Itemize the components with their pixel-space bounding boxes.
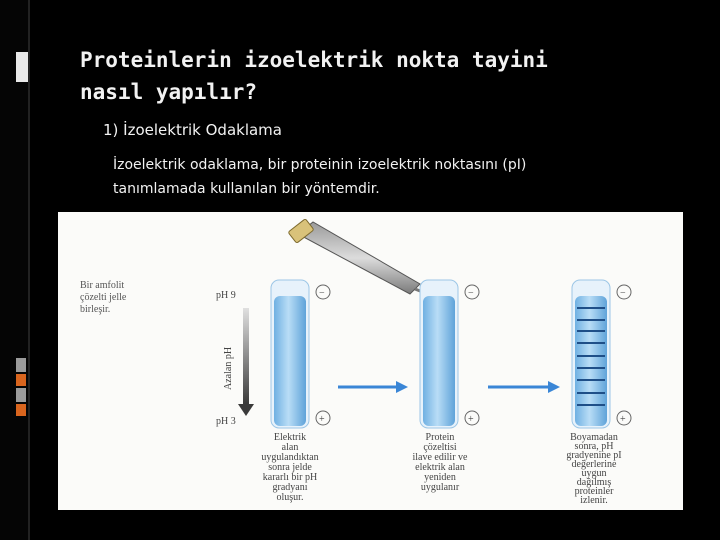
caption-1-line-1: Elektrik	[273, 432, 307, 443]
caption-3-line-2: sonra, pH	[574, 441, 614, 452]
tube-1	[271, 280, 330, 428]
accent-orange-2	[16, 404, 26, 416]
caption-2-line-4: elektrik alan	[415, 462, 465, 473]
caption-2	[413, 432, 469, 493]
tube-3-minus: −	[620, 288, 626, 299]
decreasing-ph-label: Azalan pH	[223, 346, 234, 390]
caption-3-line-3: gradyenine pI	[566, 450, 622, 461]
caption-3-line-5: uygun	[581, 468, 607, 479]
tube-3	[572, 280, 631, 428]
caption-1-line-5: kararlı bir pH	[262, 472, 318, 483]
tube-2	[420, 280, 479, 428]
ph-bottom-label: pH 3	[216, 416, 236, 427]
ph-gradient-arrowhead	[238, 404, 254, 416]
caption-1-line-6: gradyanı	[272, 482, 308, 493]
subheading: 1) İzoelektrik Odaklama	[103, 121, 282, 139]
caption-3-line-4: değerlerine	[571, 459, 617, 470]
caption-2-line-6: uygulanır	[420, 482, 460, 493]
left-note-line-3: birleşir.	[80, 304, 111, 315]
tube-3-plus: +	[620, 414, 626, 425]
tube-1-minus: −	[319, 288, 325, 299]
tube-2-plus: +	[468, 414, 474, 425]
ph-top-label: pH 9	[216, 290, 236, 301]
arrow-right-2	[488, 381, 560, 393]
arrow-right-1	[338, 381, 408, 393]
caption-1-line-4: sonra jelde	[268, 462, 312, 473]
tube-2-minus: −	[468, 288, 474, 299]
caption-2-line-1: Protein	[425, 432, 455, 443]
body-line-2: tanımlamada kullanılan bir yöntemdir.	[113, 181, 380, 197]
caption-1	[261, 432, 318, 503]
figure-illustration	[58, 212, 683, 510]
ph-gradient-arrow	[243, 308, 249, 404]
slide-accent-block	[16, 52, 28, 82]
caption-3-line-7: proteinler	[574, 486, 614, 497]
isoelectric-focusing-figure	[58, 212, 683, 510]
accent-orange-1	[16, 374, 26, 386]
tube-1-plus: +	[319, 414, 325, 425]
caption-3-line-1: Boyamadan	[570, 432, 618, 443]
caption-3-line-6: dağılmış	[576, 477, 612, 488]
title-line-2: nasıl yapılır?	[80, 80, 258, 104]
title-line-1: Proteinlerin izoelektrik nokta tayini	[80, 48, 548, 72]
caption-1-line-7: oluşur.	[276, 492, 304, 503]
left-note-line-2: çözelti jelle	[80, 292, 127, 303]
body-paragraph	[113, 153, 633, 201]
accent-gray-2	[16, 388, 26, 402]
body-line-1: İzoelektrik odaklama, bir proteinin izoelektrik noktasını (pI)	[113, 157, 527, 173]
caption-2-line-3: ilave edilir ve	[412, 452, 468, 463]
caption-3-line-8: izlenir.	[580, 495, 608, 506]
slide-divider-line	[28, 0, 30, 540]
caption-3	[566, 432, 621, 506]
caption-2-line-2: çözeltisi	[423, 442, 457, 453]
caption-2-line-5: yeniden	[424, 472, 456, 483]
slide-title	[80, 44, 680, 108]
caption-1-line-2: alan	[281, 442, 299, 453]
caption-1-line-3: uygulandıktan	[261, 452, 319, 463]
left-note-line-1: Bir amfolit	[80, 280, 125, 291]
accent-gray-1	[16, 358, 26, 372]
